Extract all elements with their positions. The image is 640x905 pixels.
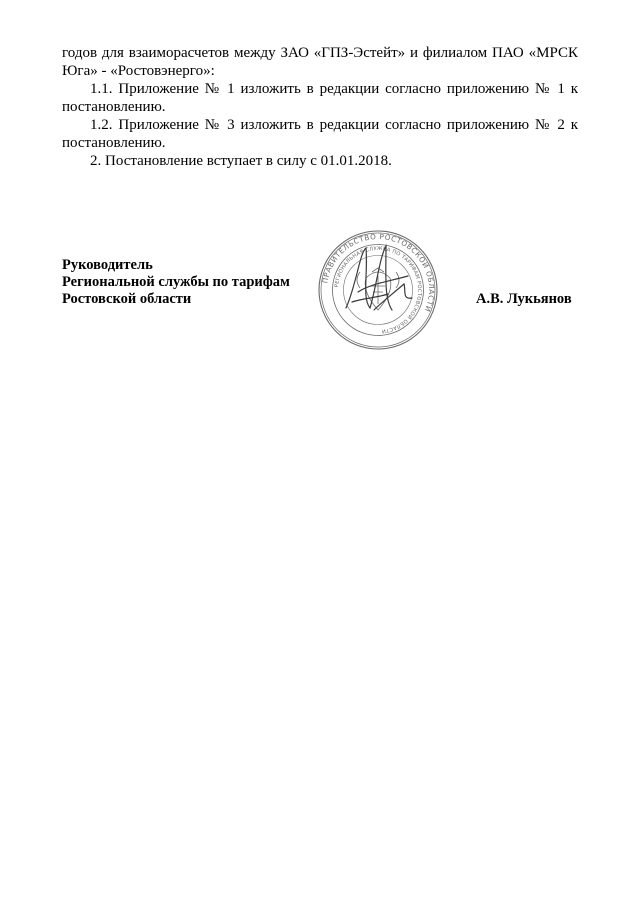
official-seal-stamp — [316, 228, 440, 352]
item-1-2: 1.2. Приложение № 3 изложить в редакции согласно приложению № 2 к постановлению. — [62, 117, 578, 151]
item-2: 2. Постановление вступает в силу с 01.01.2018. — [90, 153, 392, 169]
signer-title-line-3: Ростовской области — [62, 291, 192, 307]
stamp-outer-text: ПРАВИТЕЛЬСТВО РОСТОВСКОЙ ОБЛАСТИ — [320, 231, 437, 314]
stamp-inner-text: РЕГИОНАЛЬНАЯ СЛУЖБА ПО ТАРИФАМ РОСТОВСКОЙ ОБЛАСТИ — [334, 245, 423, 334]
signer-name: А.В. Лукьянов — [476, 291, 572, 307]
document-body — [62, 44, 578, 170]
item-1-1: 1.1. Приложение № 1 изложить в редакции согласно приложению № 1 к постановлению. — [62, 81, 578, 115]
paragraph-continuation: годов для взаиморасчетов между ЗАО «ГПЗ-Эстейт» и филиалом ПАО «МРСК Юга» - «Ростовэнерго»: — [62, 45, 578, 79]
signer-title-line-1: Руководитель — [62, 257, 153, 273]
signer-title-line-2: Региональной службы по тарифам — [62, 274, 290, 290]
